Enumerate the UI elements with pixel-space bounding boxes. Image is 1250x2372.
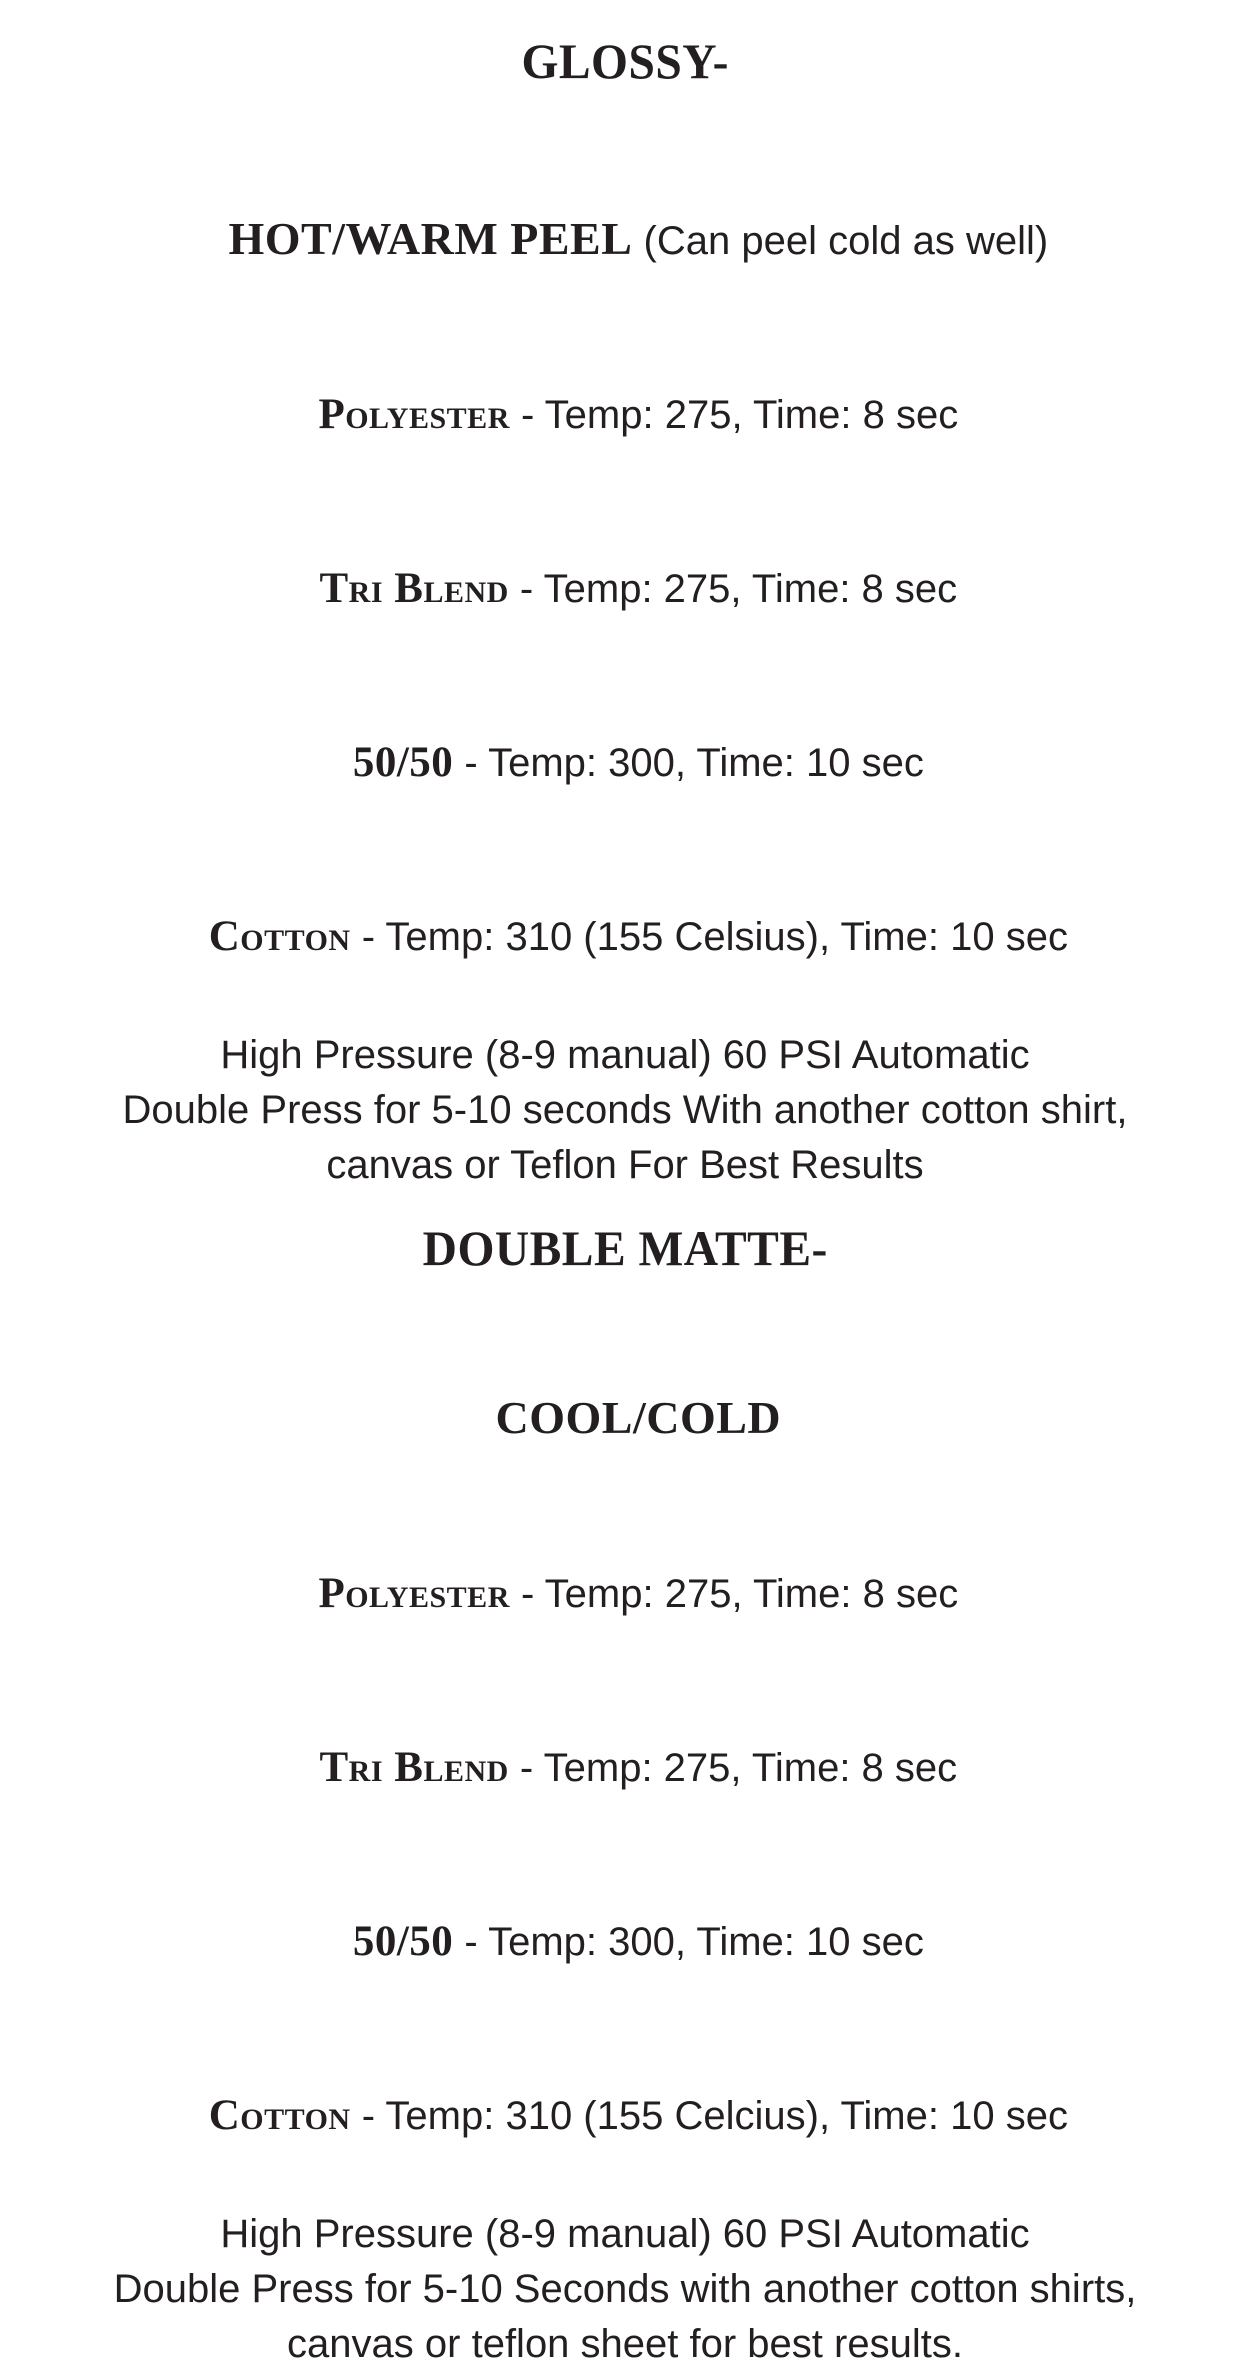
matte-peel-heading — [0, 1335, 1250, 1511]
material-settings: - Temp: 310 (155 Celcius), Time: 10 sec — [350, 2094, 1068, 2138]
material-label: Polyester — [318, 391, 510, 438]
material-label: 50/50 — [352, 739, 454, 786]
material-settings: - Temp: 300, Time: 10 sec — [453, 1920, 924, 1964]
glossy-peel-heading — [0, 156, 1250, 332]
matte-doublepress-line: Double Press for 5-10 Seconds with another cotton shirts, — [113, 2267, 1137, 2311]
glossy-row-5050 — [0, 680, 1250, 854]
material-label: Tri Blend — [319, 1744, 509, 1791]
material-label: Cotton — [208, 2092, 351, 2139]
matte-results-line: canvas or teflon sheet for best results. — [287, 2322, 963, 2366]
material-settings: - Temp: 275, Time: 8 sec — [509, 1572, 959, 1616]
matte-section-title-row — [0, 1220, 1250, 1276]
matte-pressure-line: High Pressure (8-9 manual) 60 PSI Automatic — [220, 2212, 1030, 2256]
matte-row-5050 — [0, 1859, 1250, 2033]
glossy-results-line: canvas or Teflon For Best Results — [326, 1143, 924, 1187]
matte-section-title: DOUBLE MATTE- — [422, 1220, 828, 1276]
material-settings: - Temp: 275, Time: 8 sec — [508, 567, 958, 611]
glossy-peel-heading-bold: HOT/WARM PEEL — [228, 213, 633, 264]
material-settings: - Temp: 310 (155 Celsius), Time: 10 sec — [350, 915, 1068, 959]
material-label: 50/50 — [352, 1918, 454, 1965]
glossy-section-title: GLOSSY- — [521, 33, 729, 89]
matte-row-triblend — [0, 1685, 1250, 1859]
matte-peel-heading-bold: COOL/COLD — [495, 1392, 782, 1443]
matte-row-polyester — [0, 1511, 1250, 1685]
glossy-row-triblend — [0, 506, 1250, 680]
matte-row-cotton — [0, 2033, 1250, 2207]
material-label: Tri Blend — [319, 565, 509, 612]
glossy-pressure-line: High Pressure (8-9 manual) 60 PSI Automatic — [220, 1033, 1030, 1077]
material-settings: - Temp: 275, Time: 8 sec — [509, 393, 959, 437]
glossy-section-title-row — [0, 33, 1250, 89]
glossy-doublepress-line: Double Press for 5-10 seconds With another cotton shirt, — [122, 1088, 1128, 1132]
glossy-peel-heading-note: (Can peel cold as well) — [632, 219, 1049, 263]
material-settings: - Temp: 275, Time: 8 sec — [508, 1746, 958, 1790]
material-settings: - Temp: 300, Time: 10 sec — [453, 741, 924, 785]
material-label: Polyester — [318, 1570, 510, 1617]
material-label: Cotton — [208, 913, 351, 960]
glossy-row-cotton — [0, 854, 1250, 1028]
glossy-row-polyester — [0, 332, 1250, 506]
